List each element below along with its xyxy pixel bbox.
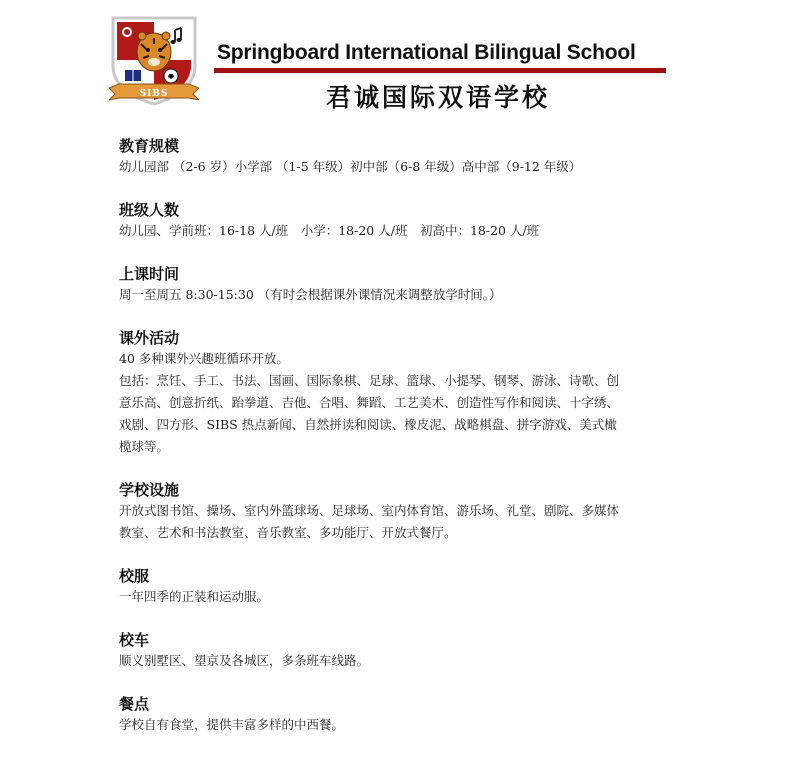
- section-text: 周一至周五 8:30-15:30 （有时会根据课外课情况来调整放学时间。）: [119, 287, 502, 302]
- school-name-english: Springboard International Bilingual School: [217, 41, 636, 64]
- school-name-chinese: 君诚国际双语学校: [326, 83, 551, 112]
- section-education-scale: [119, 136, 689, 178]
- section-heading: 校车: [119, 631, 150, 649]
- section-heading: 班级人数: [119, 201, 180, 219]
- section-heading: 餐点: [119, 695, 150, 713]
- section-heading: 教育规模: [119, 137, 180, 155]
- page-header: [0, 0, 800, 125]
- section-text: 戏剧、四方形、SIBS 热点新闻、自然拼读和阅读、橡皮泥、战略棋盘、拼字游戏、美式橄: [119, 417, 617, 432]
- section-text: 一年四季的正装和运动服。: [119, 589, 270, 604]
- section-class-hours: [119, 264, 689, 306]
- school-crest-logo: [109, 14, 199, 110]
- section-text: 40 多种课外兴趣班循环开放。: [119, 351, 289, 366]
- section-heading: 学校设施: [119, 481, 180, 499]
- section-heading: 上课时间: [119, 265, 180, 283]
- section-text: 幼儿园、学前班：16-18 人/班 小学：18-20 人/班 初高中：18-20 人/班: [119, 223, 540, 238]
- info-sections: [119, 136, 689, 758]
- section-school-bus: [119, 630, 689, 672]
- section-text: 学校自有食堂，提供丰富多样的中西餐。: [119, 717, 345, 732]
- section-text: 意乐高、创意折纸、跆拳道、吉他、合唱、舞蹈、工艺美术、创造性写作和阅读、十字绣、: [119, 395, 620, 410]
- section-class-size: [119, 200, 689, 242]
- section-text: 榄球等。: [119, 439, 170, 454]
- section-heading: 课外活动: [119, 329, 180, 347]
- section-text: 顺义别墅区、望京及各城区，多条班车线路。: [119, 653, 370, 668]
- section-text: 开放式图书馆、操场、室内外篮球场、足球场、室内体育馆、游乐场、礼堂、剧院、多媒体: [119, 503, 620, 518]
- section-extracurricular: [119, 328, 689, 458]
- title-divider: [214, 68, 666, 73]
- section-uniform: [119, 566, 689, 608]
- section-text: 幼儿园部 （2-6 岁）小学部 （1-5 年级）初中部（6-8 年级）高中部（9-12 年级）: [119, 159, 582, 174]
- crest-banner-text: SIBS: [139, 89, 169, 99]
- section-text: 教室、艺术和书法教室、音乐教室、多功能厅、开放式餐厅。: [119, 525, 457, 540]
- section-meals: [119, 694, 689, 736]
- section-facilities: [119, 480, 689, 544]
- section-heading: 校服: [119, 567, 150, 585]
- section-text: 包括：烹饪、手工、书法、国画、国际象棋、足球、篮球、小提琴、钢琴、游泳、诗歌、创: [119, 373, 620, 388]
